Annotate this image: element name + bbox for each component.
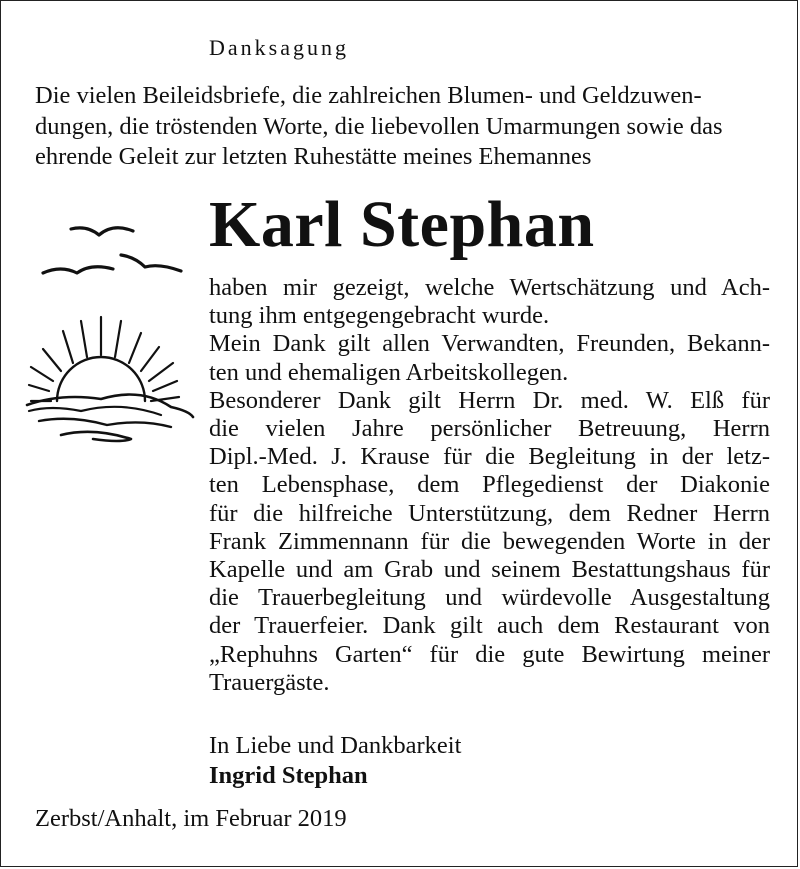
body-line: die Trauerbegleitung und würdevolle Ausgestaltung (209, 584, 770, 612)
body-line: Besonderer Dank gilt Herrn Dr. med. W. Elß für (209, 386, 770, 414)
notice-heading: Danksagung (209, 35, 349, 60)
intro-line: ehrende Geleit zur letzten Ruhestätte meines Ehemannes (35, 143, 592, 170)
place-date: Zerbst/Anhalt, im Februar 2019 (35, 805, 347, 832)
body-line: „Rephuhns Garten“ für die gute Bewirtung meiner (209, 640, 770, 668)
signature: Ingrid Stephan (209, 762, 368, 789)
bird-icon (121, 255, 181, 271)
body-line: ten und ehemaligen Arbeitskollegen. (209, 358, 569, 386)
body-text (209, 274, 770, 697)
body-line: die vielen Jahre persönlicher Betreuung, Herrn (209, 415, 770, 443)
body-line: Kapelle und am Grab und seinem Bestattungshaus für (209, 556, 770, 584)
body-line: Frank Zimmennann für die bewegenden Worte in der (209, 527, 770, 555)
body-line: Mein Dank gilt allen Verwandten, Freunden, Bekann- (209, 330, 770, 358)
deceased-name: Karl Stephan (209, 188, 595, 261)
body-line: haben mir gezeigt, welche Wertschätzung und Ach- (209, 274, 770, 301)
body-line: für die hilfreiche Unterstützung, dem Redner Herrn (209, 499, 770, 527)
intro-line: Die vielen Beileidsbriefe, die zahlreichen Blumen- und Geldzuwen- (35, 82, 702, 109)
body-line: ten Lebensphase, dem Pflegedienst der Diakonie (209, 471, 770, 499)
intro-text (35, 81, 770, 173)
body-line: der Trauerfeier. Dank gilt auch dem Restaurant von (209, 612, 770, 640)
bird-icon (43, 267, 113, 273)
body-line: tung ihm entgegengebracht wurde. (209, 302, 550, 330)
closing-greeting: In Liebe und Dankbarkeit (209, 732, 462, 759)
intro-line: dungen, die tröstenden Worte, die liebevollen Umarmungen sowie das (35, 112, 723, 140)
body-line: Dipl.-Med. J. Krause für die Begleitung in der letz- (209, 443, 770, 471)
bird-icon (71, 228, 133, 235)
body-line: Trauergäste. (209, 668, 330, 696)
closing-block (209, 731, 461, 791)
birds-and-sunset-icon (21, 211, 196, 451)
